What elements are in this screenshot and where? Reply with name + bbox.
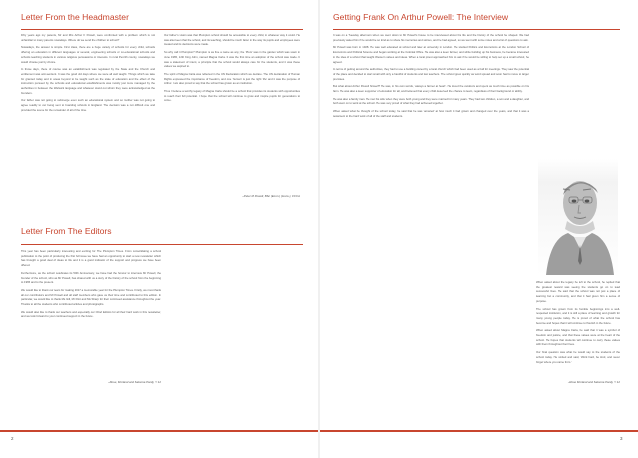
paragraph: Our final question was what he would say to the students of the school today. He smiled and said, ‘Work hard, be kind, and never forget where you came from.’ xyxy=(536,351,620,364)
interview-column-1 xyxy=(333,34,529,398)
heading-rule xyxy=(333,29,620,30)
paragraph: It was on a Tuesday afternoon when we went down to Mr Powell’s house to be interviewed about his life and the history of the school he shaped. We had previously asked him if he would be so kind as to share his memories and stories, and he had agreed, so we went with some notes and a list of questions to ask. xyxy=(333,34,529,42)
paragraph: When asked what he thought of the school today, he said that he was ‘amazed’ at how much it had grown and changed over the years, and that it was a testament to the hard work of all of the staff and students. xyxy=(333,110,529,118)
portrait-photo xyxy=(538,159,618,275)
paragraph: When asked about the legacy he left to the school, he replied that the greatest reward was seeing the students go on to lead successful lives. He said that the school was not just a place of learning but a community, and that it had given him a sense of purpose. xyxy=(536,281,620,303)
paragraph: In terms of getting around the authorities, they had to use a building owned by a local church which had been used as a hall for meetings. They saw the potential of the place and decided to start small with only a handful of students and two teachers. The school grew quickly as word spread and soon had to move to larger premises. xyxy=(333,68,529,81)
paragraph: So why call it Plumpton? Plumpton is as fine a name as any; the ‘Plum’ was in the garden which was sown in June 1965, 12th King John, named Magna Carta. It was the first time an adoption of the school was made. It was a statement of intent, a principle that the school would always care for the students, and it was these values we aspired to. xyxy=(164,51,300,69)
editors-heading: Letter From The Editors xyxy=(21,226,112,236)
footer-rule xyxy=(0,430,318,432)
paragraph: Our father was not going to submerge even such an educational system and so mother was not going to agree readily to our being sent to boarding schools in England. The decision was a not difficult one and provided the scene for the remainder of all of the time. xyxy=(21,99,155,112)
paragraph: This year has been particularly interesting and exciting for The Plumpton Times. From consolidating a school publication to the point of producing the first full issue we have had an opportunity to start a new newsletter which has brought a good deal of ideas to life and it is a good indicator of the support and progress we have been offered. xyxy=(21,250,161,268)
paragraph: Nowadays, the answer is simple. First class, there are a huge variety of schools for every child, schools offering an education in different languages or several, engineering schools or co-educational schools and schools teaching students in various religious persuasions or interests. In rural Penrith county, nowadays we would choose just by choice. xyxy=(21,46,155,64)
paragraph: Furthermore, as the school celebrates its 50th Anniversary, we have had the honour to interview Mr Powell, the founder of the school, who as Mr Powell, has shared with us a story of the history of the school from the beginning to 1965 and to the present. xyxy=(21,271,161,285)
paragraph: Thus I believe a worthy legacy of Magna Carta should be a school that provides its students with opportunities to reach their full potential. I hope that the school will continue to grow and inspire pupils for generations to come. xyxy=(164,90,300,103)
paragraph: In those days, there of course was an establishment was regulated by the State and the Church and entitlement was anti-sentient. It was the good old days where we were all well taught. Things which we take for granted today and in areas beyond to be taught such as the state of education and the effect of the instruction pursued by the schools and educational establishments was mostly just more managed by the authorities in between the Warwick language and whatever stood out whom they were acknowledged as the founders. xyxy=(21,68,155,95)
paragraph: Our father’s vision was that Plumpton school should be accessible to every child, in whatever way it could. He was also keen that the school, and its teaching, should be much fairer in the way its pupils and employees were treated and its decisions were made. xyxy=(164,34,300,47)
interview-heading: Getting Frank On Arthur Powell: The Interview xyxy=(333,12,509,22)
page-number: 2 xyxy=(11,436,14,441)
paragraph: We would also like to thank our teachers and especially our Chief Editors for all their hard work in this newsletter, and we look forward to your continued support in the future. xyxy=(21,310,161,319)
paragraph: The spirit of Magna Carta was reflected in the UN Declaration which we declare. The UN declaration of Human Rights expressed the importance of freedom, and one ‘human’ is just the right ‘life’ and it was the purpose of Arthur. I am also proud to say that the school has grown as an institution. xyxy=(164,72,300,86)
paragraph: When asked about Magna Carta, he said that it was a symbol of freedom and justice, and that these values were at the heart of the school. He hopes that students will continue to carry these values with them throughout their lives. xyxy=(536,329,620,347)
page-gutter xyxy=(318,0,320,458)
heading-rule xyxy=(21,29,303,30)
paragraph: He was also a family man. He met his wife when they were both young and they were married for many years. They had two children, a son and a daughter, and both went on to work at the school. He was very proud of what they had achieved together. xyxy=(333,97,529,106)
page-number: 3 xyxy=(620,436,623,441)
portrait-photo-icon xyxy=(538,159,618,275)
editors-signature: ~Rose, Morland and Saloona Pardy, Y 12 xyxy=(107,380,161,384)
headmaster-signature: ~Peter M Powell, BSc (Econ.) (Hons.), FCCA xyxy=(242,194,300,198)
paragraph: Fifty years ago my parents, Mr and Mrs Arthur F Powell, were confronted with a problem which is not unfamiliar to many parents nowadays. Where do we send the children to school? xyxy=(21,34,155,42)
paragraph: Mr Powell was born in 1928. He was well educated at school and later at university in London. He studied Politics and Economics at the London School of Economics and Political Science and began working at the Colonial Office. He was also a keen farmer, and while building up his business, he became interested in the idea of a school that taught Western values and ideas. When a local priest approached him to ask if he would be willing to help set up a small school, he agreed. xyxy=(333,46,529,64)
headmaster-heading: Letter From the Headmaster xyxy=(21,12,129,22)
headmaster-column-1 xyxy=(21,34,155,206)
paragraph: The school has grown from its humble beginnings into a well-respected institution, and it is still a place of learning and growth for many young people today. He is proud of what the school has become and hopes that it will continue to flourish in the future. xyxy=(536,307,620,325)
heading-rule xyxy=(21,244,303,245)
footer-rule xyxy=(320,430,638,432)
editors-column xyxy=(21,250,161,390)
paragraph: We would like to thank our team for making 2017 a memorable year for the Plumpton Times. Firstly, we must thank all our contributors and Mr Powell and all staff members who gave us their time and contributed to this edition. In particular, we would like to thank Ms Gill, Mr Flint and Ms Sharp for their continued assistance throughout the year. Thanks to all the students who contributed articles and photographs. xyxy=(21,288,161,307)
headmaster-column-2 xyxy=(164,34,300,206)
interview-signature: ~Rose Morland and Saloona Pardy, Y 12 xyxy=(567,380,620,384)
interview-column-2 xyxy=(536,281,620,392)
paragraph: But what about Arthur Powell himself? He was, in his own words, ‘always a farmer at heart’. He loved the outdoors and spent as much time as possible on his farm. He was also a keen supporter of education for all, and believed that every child deserved the chance to learn, regardless of their background or ability. xyxy=(333,85,529,94)
